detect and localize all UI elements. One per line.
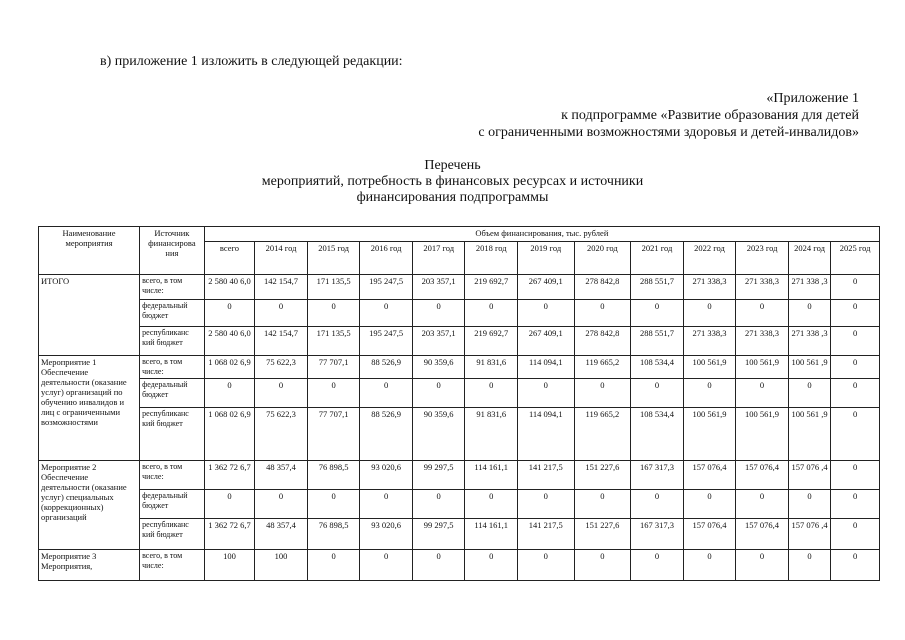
year-value-cell: 219 692,7	[465, 327, 518, 356]
year-value-cell: 0	[788, 300, 830, 327]
year-value-cell: 195 247,5	[360, 275, 413, 300]
year-value-cell: 157 076,4	[736, 461, 789, 490]
year-value-cell: 0	[788, 379, 830, 408]
header-year: 2019 год	[518, 242, 575, 275]
year-value-cell: 100 561,9	[736, 356, 789, 379]
funding-source: федеральный бюджет	[140, 300, 205, 327]
year-value-cell: 0	[412, 550, 465, 581]
year-value-cell: 0	[518, 490, 575, 519]
table-row	[39, 275, 880, 300]
year-value-cell: 114 161,1	[465, 519, 518, 550]
year-value-cell: 114 094,1	[518, 408, 575, 461]
year-value-cell: 108 534,4	[631, 408, 684, 461]
header-year: 2023 год	[736, 242, 789, 275]
year-value-cell: 278 842,8	[574, 327, 631, 356]
year-value-cell: 0	[631, 490, 684, 519]
year-value-cell: 0	[831, 300, 880, 327]
year-value-cell: 0	[831, 327, 880, 356]
year-value-cell: 0	[831, 356, 880, 379]
header-year: 2021 год	[631, 242, 684, 275]
year-value-cell: 77 707,1	[307, 408, 360, 461]
document-title	[0, 158, 905, 206]
header-year: 2014 год	[255, 242, 308, 275]
year-value-cell: 288 551,7	[631, 327, 684, 356]
year-value-cell: 0	[360, 550, 413, 581]
year-value-cell: 91 831,6	[465, 408, 518, 461]
year-value-cell: 99 297,5	[412, 519, 465, 550]
total-cell: 0	[204, 379, 255, 408]
year-value-cell: 0	[255, 300, 308, 327]
year-value-cell: 171 135,5	[307, 327, 360, 356]
year-value-cell: 0	[831, 461, 880, 490]
funding-source: всего, в том числе:	[140, 275, 205, 300]
year-value-cell: 203 357,1	[412, 327, 465, 356]
year-value-cell: 119 665,2	[574, 408, 631, 461]
year-value-cell: 0	[831, 275, 880, 300]
year-value-cell: 100 561 ,9	[788, 356, 830, 379]
year-value-cell: 0	[683, 550, 736, 581]
year-value-cell: 219 692,7	[465, 275, 518, 300]
funding-source: всего, в том числе:	[140, 550, 205, 581]
year-value-cell: 0	[574, 379, 631, 408]
year-value-cell: 0	[574, 550, 631, 581]
year-value-cell: 0	[255, 379, 308, 408]
header-source: Источник финансирова ния	[140, 227, 205, 275]
year-value-cell: 0	[788, 550, 830, 581]
year-value-cell: 0	[631, 379, 684, 408]
year-value-cell: 76 898,5	[307, 461, 360, 490]
year-value-cell: 0	[360, 490, 413, 519]
year-value-cell: 0	[631, 300, 684, 327]
funding-source: республиканс кий бюджет	[140, 408, 205, 461]
year-value-cell: 100	[255, 550, 308, 581]
year-value-cell: 100 561,9	[683, 356, 736, 379]
header-year: 2018 год	[465, 242, 518, 275]
year-value-cell: 271 338,3	[683, 327, 736, 356]
year-value-cell: 0	[307, 490, 360, 519]
year-value-cell: 76 898,5	[307, 519, 360, 550]
appendix-line-3: с ограниченными возможностями здоровья и детей-инвалидов»	[478, 125, 859, 140]
year-value-cell: 0	[412, 379, 465, 408]
funding-source: республиканс кий бюджет	[140, 327, 205, 356]
year-value-cell: 88 526,9	[360, 356, 413, 379]
year-value-cell: 0	[831, 519, 880, 550]
total-cell: 100	[204, 550, 255, 581]
funding-source: республиканс кий бюджет	[140, 519, 205, 550]
table-row	[39, 519, 880, 550]
header-name: Наименование мероприятия	[39, 227, 140, 275]
year-value-cell: 75 622,3	[255, 408, 308, 461]
header-year: 2016 год	[360, 242, 413, 275]
appendix-caption	[478, 90, 859, 141]
year-value-cell: 0	[465, 300, 518, 327]
year-value-cell: 0	[631, 550, 684, 581]
header-total: всего	[204, 242, 255, 275]
total-cell: 1 068 02 6,9	[204, 408, 255, 461]
year-value-cell: 141 217,5	[518, 461, 575, 490]
year-value-cell: 100 561 ,9	[788, 408, 830, 461]
year-value-cell: 142 154,7	[255, 275, 308, 300]
year-value-cell: 0	[412, 490, 465, 519]
year-value-cell: 0	[518, 300, 575, 327]
header-year: 2015 год	[307, 242, 360, 275]
year-value-cell: 271 338,3	[736, 327, 789, 356]
funding-source: всего, в том числе:	[140, 461, 205, 490]
year-value-cell: 100 561,9	[736, 408, 789, 461]
measure-name: Мероприятие 2 Обеспечение деятельности (оказание услуг) специальных (коррекционных) организаций	[39, 461, 140, 550]
year-value-cell: 91 831,6	[465, 356, 518, 379]
header-row-1	[39, 227, 880, 242]
year-value-cell: 0	[307, 379, 360, 408]
measure-name: Мероприятие 1 Обеспечение деятельности (оказание услуг) организаций по обучению инвалидов и лиц с ограниченными возможностями	[39, 356, 140, 461]
total-cell: 1 068 02 6,9	[204, 356, 255, 379]
title-line-1: Перечень	[424, 158, 481, 173]
total-cell: 1 362 72 6,7	[204, 519, 255, 550]
year-value-cell: 0	[683, 379, 736, 408]
appendix-line-1: «Приложение 1	[766, 91, 859, 106]
total-cell: 0	[204, 490, 255, 519]
year-value-cell: 0	[683, 490, 736, 519]
total-cell: 0	[204, 300, 255, 327]
table-row	[39, 490, 880, 519]
funding-source: всего, в том числе:	[140, 356, 205, 379]
year-value-cell: 271 338 ,3	[788, 327, 830, 356]
measure-name: ИТОГО	[39, 275, 140, 356]
year-value-cell: 0	[255, 490, 308, 519]
year-value-cell: 157 076,4	[736, 519, 789, 550]
year-value-cell: 108 534,4	[631, 356, 684, 379]
year-value-cell: 167 317,3	[631, 461, 684, 490]
total-cell: 2 580 40 6,0	[204, 327, 255, 356]
total-cell: 1 362 72 6,7	[204, 461, 255, 490]
year-value-cell: 48 357,4	[255, 519, 308, 550]
year-value-cell: 142 154,7	[255, 327, 308, 356]
table-row	[39, 300, 880, 327]
header-year: 2022 год	[683, 242, 736, 275]
header-volume: Объем финансирования, тыс. рублей	[204, 227, 879, 242]
year-value-cell: 99 297,5	[412, 461, 465, 490]
year-value-cell: 0	[465, 379, 518, 408]
year-value-cell: 114 161,1	[465, 461, 518, 490]
year-value-cell: 0	[465, 550, 518, 581]
year-value-cell: 100 561,9	[683, 408, 736, 461]
year-value-cell: 0	[360, 379, 413, 408]
measure-name: Мероприятие 3 Мероприятия,	[39, 550, 140, 581]
year-value-cell: 157 076,4	[683, 461, 736, 490]
funding-source: федеральный бюджет	[140, 379, 205, 408]
year-value-cell: 0	[736, 550, 789, 581]
appendix-line-2: к подпрограмме «Развитие образования для детей	[561, 108, 859, 123]
year-value-cell: 167 317,3	[631, 519, 684, 550]
year-value-cell: 0	[831, 408, 880, 461]
year-value-cell: 0	[736, 379, 789, 408]
year-value-cell: 267 409,1	[518, 327, 575, 356]
year-value-cell: 157 076 ,4	[788, 519, 830, 550]
year-value-cell: 0	[736, 490, 789, 519]
year-value-cell: 0	[574, 490, 631, 519]
year-value-cell: 267 409,1	[518, 275, 575, 300]
table-row	[39, 356, 880, 379]
header-year: 2020 год	[574, 242, 631, 275]
year-value-cell: 278 842,8	[574, 275, 631, 300]
year-value-cell: 114 094,1	[518, 356, 575, 379]
year-value-cell: 271 338 ,3	[788, 275, 830, 300]
year-value-cell: 90 359,6	[412, 408, 465, 461]
header-year: 2025 год	[831, 242, 880, 275]
year-value-cell: 0	[518, 379, 575, 408]
year-value-cell: 203 357,1	[412, 275, 465, 300]
financing-table	[38, 226, 880, 581]
year-value-cell: 93 020,6	[360, 519, 413, 550]
year-value-cell: 75 622,3	[255, 356, 308, 379]
year-value-cell: 157 076,4	[683, 519, 736, 550]
year-value-cell: 0	[307, 300, 360, 327]
year-value-cell: 0	[574, 300, 631, 327]
year-value-cell: 90 359,6	[412, 356, 465, 379]
year-value-cell: 0	[307, 550, 360, 581]
table-row	[39, 327, 880, 356]
year-value-cell: 0	[831, 379, 880, 408]
year-value-cell: 0	[736, 300, 789, 327]
year-value-cell: 195 247,5	[360, 327, 413, 356]
year-value-cell: 0	[683, 300, 736, 327]
year-value-cell: 0	[831, 490, 880, 519]
year-value-cell: 119 665,2	[574, 356, 631, 379]
year-value-cell: 271 338,3	[683, 275, 736, 300]
year-value-cell: 288 551,7	[631, 275, 684, 300]
year-value-cell: 48 357,4	[255, 461, 308, 490]
year-value-cell: 0	[831, 550, 880, 581]
year-value-cell: 151 227,6	[574, 461, 631, 490]
title-line-3: финансирования подпрограммы	[356, 190, 549, 205]
header-year: 2024 год	[788, 242, 830, 275]
year-value-cell: 88 526,9	[360, 408, 413, 461]
title-line-2: мероприятий, потребность в финансовых ресурсах и источники	[261, 174, 644, 189]
table-row	[39, 461, 880, 490]
year-value-cell: 93 020,6	[360, 461, 413, 490]
header-year: 2017 год	[412, 242, 465, 275]
year-value-cell: 0	[412, 300, 465, 327]
year-value-cell: 0	[360, 300, 413, 327]
year-value-cell: 0	[518, 550, 575, 581]
year-value-cell: 271 338,3	[736, 275, 789, 300]
funding-source: федеральный бюджет	[140, 490, 205, 519]
year-value-cell: 151 227,6	[574, 519, 631, 550]
year-value-cell: 157 076 ,4	[788, 461, 830, 490]
table-row	[39, 379, 880, 408]
year-value-cell: 141 217,5	[518, 519, 575, 550]
table-row	[39, 550, 880, 581]
intro-text: в) приложение 1 изложить в следующей редакции:	[100, 54, 403, 69]
year-value-cell: 0	[465, 490, 518, 519]
year-value-cell: 0	[788, 490, 830, 519]
year-value-cell: 77 707,1	[307, 356, 360, 379]
year-value-cell: 171 135,5	[307, 275, 360, 300]
total-cell: 2 580 40 6,0	[204, 275, 255, 300]
table-row	[39, 408, 880, 461]
